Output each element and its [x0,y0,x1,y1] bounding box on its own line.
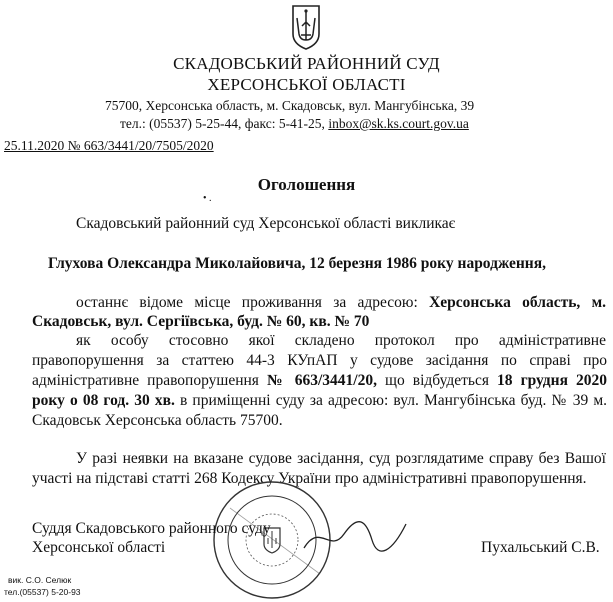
intro-line: Скадовський районний суд Херсонської області викликає [76,215,456,232]
address-label: останнє відоме місце проживання за адресою: [76,294,418,311]
court-contacts [120,116,469,132]
warning-line2: участі на підставі статті 268 Кодексу України про адміністративні правопорушення. [32,470,587,487]
case-label: адміністративне правопорушення [32,372,259,389]
court-address: 75700, Херсонська область, м. Скадовськ, вул. Мангубінська, 39 [105,98,475,113]
hearing-place: в приміщенні суду за адресою: вул. Мангубінська буд. № 39 м. [179,392,607,409]
scan-dots: • . [203,193,212,204]
judge-title-line2: Херсонської області [32,539,166,556]
address-line2: Скадовськ, вул. Сергіївська, буд. № 60, кв. № 70 [32,313,370,330]
protocol-line1: як особу стосовно якої складено протокол про адміністративне [76,332,606,349]
case-number: № 663/3441/20, [266,372,377,389]
protocol-line5: Скадовськ Херсонська область 75700. [32,412,283,429]
warning-line1: У разі неявки на вказане судове засідання, суд розглядатиме справу без Вашої [76,450,606,467]
court-name-line1: СКАДОВСЬКИЙ РАЙОННИЙ СУД [173,54,440,73]
executor-name: вик. С.О. Селюк [8,575,72,585]
email-link[interactable]: inbox@sk.ks.court.gov.ua [328,116,469,131]
protocol-line3 [32,372,607,390]
address-line1 [76,294,606,312]
document-reference: 25.11.2020 № 663/3441/20/7505/2020 [4,138,214,153]
coat-of-arms-icon [291,4,321,50]
phone-fax: тел.: (05537) 5-25-44, факс: 5-41-25, [120,116,329,131]
will-take-place: що відбудеться [385,372,489,389]
person-line: Глухова Олександра Миколайовича, 12 березня 1986 року народження, [48,255,546,272]
executor-phone: тел.(05537) 5-20-93 [4,587,81,597]
hearing-time: року о 08 год. 30 хв. [32,392,175,409]
signature-scribble [300,514,410,558]
document-title: Оголошення [257,175,356,194]
judge-name: Пухальський С.В. [481,539,600,556]
address-region: Херсонська область, м. [429,294,607,311]
hearing-date: 18 грудня 2020 [497,372,608,389]
protocol-line4 [32,392,607,410]
judge-title-line1: Суддя Скадовського районного суду [32,520,271,537]
court-name-line2: ХЕРСОНСЬКОЇ ОБЛАСТІ [207,75,406,94]
protocol-line2: правопорушення за статтею 44-3 КУпАП у судове засідання по справі про [32,352,607,369]
